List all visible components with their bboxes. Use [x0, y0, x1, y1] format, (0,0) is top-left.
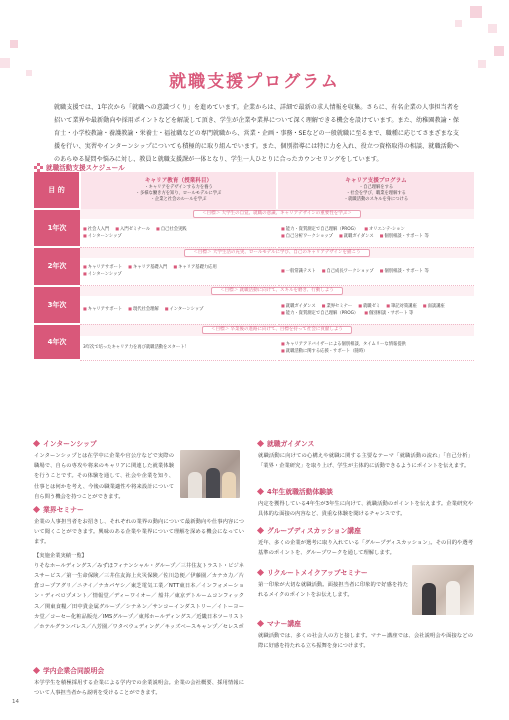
page-title: 就職支援プログラム: [169, 72, 340, 93]
section-manner: [258, 618, 473, 651]
program-item: ■ 個別相談・サポート 等: [380, 233, 429, 240]
goal-banner: [80, 286, 474, 297]
makeup-photo: [412, 565, 474, 615]
companies-list: りそなホールディングス／みずほフィナンシャル・グループ／三井住友トラスト・ビジネスサービス／第一生命保険／三井住友海上火災保険／佐川急便／伊藤園／カナカ力／片倉コープアグリ／ニチイ／ナカバヤシ／東芝電気工業／NTT東日本／インフォメーション・ディベロプメント／情報堂／ディーワイオー／ 船井／東京デトルームコンフィックス／関東食糧／田中貴金属グループ／シナネン／サンコーインダストリー／イトーヨーカ堂／コーセー化粧品販売／IMSグループ／東邦ホールディングス／近畿日本ツーリスト／ホテルグランパレス／八芳園／ワタベウェディング／キッズベースキャンプ／セレスポ: [34, 562, 244, 631]
section-internship: [34, 438, 174, 502]
course-item: ■ インターンシップ: [165, 306, 204, 313]
col-career-support: [277, 172, 474, 209]
intro-paragraph: 就職支援では、1年次から「就職への意識づくり」を進めています。企業からは、詳細で最新の求人情報を収集。さらに、有名企業の人事担当者を招いて業界や最新動向や採用ポイントなどを解説して頂き、学生が企業や業界について深く理解できる機会を設けています。また、幼稚園教諭・保育士・小学校教諭・養護教諭・栄養士・福祉職などの専門就職から、営業・企画・事務・SEなどの一般就職に至るまで、職種に応じてさまざまな支援を行い、実習やインターンシップについても積極的に取り組んでいます。また、個別指導には特に力を入れ、役立つ資格取得の相談、就職活動へのあらゆる疑問や悩みに対し、教員と就職支援課が一体となり、学生一人ひとりに合ったカウンセリングをしています。: [54, 104, 459, 164]
goal-text: ＜目標＞ 大学生の自覚、就職の意識、キャリアデザインの重要性を学ぶ＞: [193, 210, 361, 218]
page-number: 14: [12, 699, 19, 705]
section-body: 就職活動では、多くの社会人の方と接します。マナー講座では、会社説明会や面接などの際に好感を持たれる立ち振舞を身につけます。: [258, 633, 473, 650]
program-item: ■ オリエンテ-ション: [364, 226, 405, 233]
col-title: キャリア支援プログラム: [345, 178, 407, 184]
col-line: ・キャリアをデザインする力を養う: [144, 185, 213, 190]
goal-banner: [80, 209, 474, 219]
program-item: ■ キャリアアドバイザーによる個別相談、タイムリーな情報提供: [281, 341, 406, 348]
person-figure: [206, 468, 220, 498]
goal-banner: [80, 247, 474, 258]
year2-courses: [80, 258, 277, 286]
section-guidance: [258, 438, 473, 471]
year-label: 3年次: [34, 286, 80, 325]
goal-text: ＜目標＞ 就職活動に向けて、スキルを磨き、行動しよう: [211, 287, 343, 295]
year4-note: 3年次で培ったキャリア力を再び就職活動をスタート！: [83, 344, 189, 350]
section-title: 学内企業合同説明会: [34, 665, 244, 675]
companies-title: 【実施企業実績一覧】: [34, 552, 87, 559]
section-title: リクルートメイクアップセミナー: [258, 567, 408, 577]
course-item: ■ キャリア基礎力応用: [173, 264, 216, 271]
person-figure: [446, 581, 460, 615]
col-line: ・企業と社会のルールを学ぶ: [150, 197, 207, 202]
year-label: 4年次: [34, 324, 80, 360]
course-item: ■ キャリア基礎入門: [128, 264, 167, 271]
section-title: 4年生就職活動体験談: [258, 486, 473, 496]
section-makeup: [258, 567, 408, 600]
section-body: インターンシップとは在学中に企業や官公庁などで実際の職場で、自らの専攻や将来のキャリアに関連した就業体験を行うことです。その体験を通して、社会や企業を知り、仕事とは何かを考え、今後の職業適性や将来設計について自ら問う機会を持つことができます。: [34, 453, 174, 500]
decor-square: [470, 6, 482, 18]
section-title: マナー講座: [258, 618, 473, 628]
decor-square: [10, 40, 18, 48]
person-figure: [222, 472, 236, 498]
decor-square: [494, 46, 504, 56]
col-line: ・自己理解をする: [358, 185, 394, 190]
col-line: ・多様な働き方を知り、ロールモデルに学ぶ: [135, 191, 222, 196]
year1-programs: [277, 219, 474, 247]
header-label: 目 的: [34, 172, 80, 209]
section-title: インターンシップ: [34, 438, 174, 448]
section-body: 企業の人事担当者をお招きし、それぞれの業界の動向について最新動向や仕事内容について聞くことができます。興味のある企業や業界について理解を深める機会になっています。: [34, 519, 244, 546]
section-body: 近年、多くの企業が選考に取り入れている「グループディスカッション」。その目的や選考基準のポイントを、グループワークを通して理解します。: [258, 540, 473, 557]
program-item: ■ 自己分析ワークショップ: [281, 233, 333, 240]
program-item: ■ 能力・資質測定で自己理解（PROG）: [281, 310, 358, 317]
program-item: ■ 就職ゼミ: [358, 303, 380, 310]
program-item: ■ 業界セミナー: [322, 303, 353, 310]
goal-text: ＜目標＞ 卒業後の進路に向けて、目標を持って社会に貢献しよう: [202, 326, 352, 334]
course-item: ■ 社会人入門: [83, 226, 109, 233]
year4-courses: [80, 336, 277, 360]
program-item: ■ 能力・資質測定で自己理解（PROG）: [281, 226, 358, 233]
col-line: ・就職活動のスキルを身につける: [343, 197, 409, 202]
program-item: ■ 筆記対策講座: [386, 303, 417, 310]
schedule-title: 就職活動支援スケジュール: [46, 164, 125, 172]
course-item: ■ 自己社会実践: [156, 226, 187, 233]
section-body: 第一印象が大切な就職活動。面接担当者に印象的で好感を持たれるメイクのポイントをお伝えします。: [258, 582, 408, 599]
decor-square: [488, 24, 497, 33]
section-group-discussion: [258, 525, 473, 558]
internship-photo: [180, 450, 240, 498]
section-title: 就職ガイダンス: [258, 438, 473, 448]
schedule-heading: [34, 162, 125, 172]
goal-banner: [80, 324, 474, 336]
year3-courses: [80, 296, 277, 324]
course-item: ■ キャリアサポート: [83, 306, 122, 313]
course-item: ■ 現代社会理解: [128, 306, 159, 313]
year-label: 2年次: [34, 247, 80, 286]
col-title: キャリア教育（授業科目）: [144, 178, 213, 184]
program-item: ■ 自己成長ワークショップ: [322, 268, 374, 275]
course-item: ■ キャリアサポート: [83, 264, 122, 271]
program-item: ■ 個別相談・サポート 等: [364, 310, 413, 317]
year3-programs: [277, 296, 474, 324]
section-body: 本学学生を積極採用する企業による学内での企業説明会。企業の会社概要、採用情報について人事担当者から説明を受けることができます。: [34, 680, 244, 697]
course-item: ■ 入門ゼミナール: [115, 226, 150, 233]
section-experience-talk: [258, 486, 473, 519]
course-item: ■ インターンシップ: [83, 233, 122, 240]
dots-icon: [34, 163, 43, 172]
program-item: ■ 就職ガイダンス: [339, 233, 374, 240]
section-recruit-fair: [34, 665, 244, 698]
person-figure: [422, 583, 436, 615]
decor-square: [455, 20, 462, 27]
year2-programs: [277, 258, 474, 286]
program-item: ■ 就職活動に関する応援・サポート（随時）: [281, 348, 367, 355]
person-figure: [188, 472, 202, 498]
section-body: 就職活動に向けての心構えや就職に関する主要なテーマ「就職活動の流れ」「自己分析」「業界・企業研究」を取り上げ、学生が主体的に活動できるようにポイントを伝えます。: [258, 453, 473, 470]
year4-programs: [277, 336, 474, 360]
year-label: 1年次: [34, 209, 80, 247]
program-item: ■ 個別相談・サポート 等: [380, 268, 429, 275]
schedule-table: [34, 172, 474, 361]
year1-courses: [80, 219, 277, 247]
col-career-education: [80, 172, 277, 209]
section-seminar: [34, 504, 244, 632]
section-body: 内定を獲得している4年生が3年生に向けて、就職活動のポイントを伝えます。企業研究や具体的な面接の内容など、貴重な体験を聞けるチャンスです。: [258, 501, 473, 518]
program-item: ■ 一般常識テスト: [281, 268, 316, 275]
program-item: ■ 就職ガイダンス: [281, 303, 316, 310]
section-title: グループディスカッション講座: [258, 525, 473, 535]
goal-text: ＜目標＞ 大学生活の充実、ロールモデルに学び、自己のキャリアデザインを描こう: [184, 249, 369, 257]
course-item: ■ インターンシップ: [83, 271, 122, 278]
section-title: 業界セミナー: [34, 504, 244, 514]
col-line: ・社会を学び、職業を理解する: [346, 191, 406, 196]
program-item: ■ 面談講座: [423, 303, 445, 310]
